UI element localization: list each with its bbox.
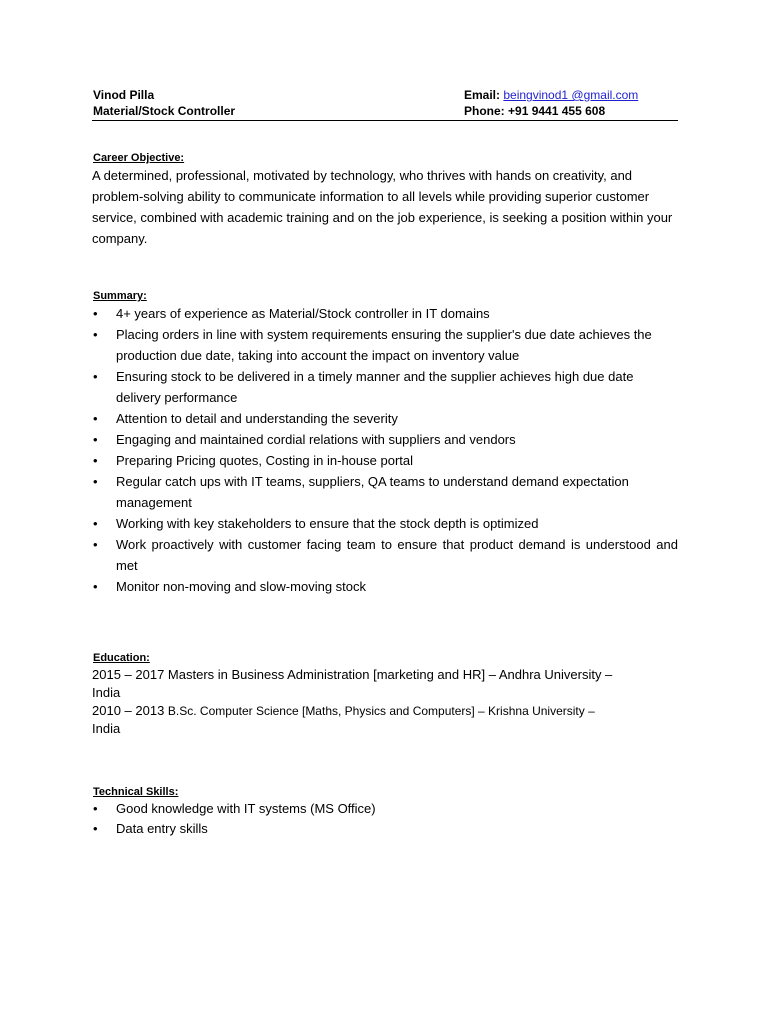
phone-label: Phone: (464, 104, 505, 118)
education-degree: Masters in Business Administration [marketing and HR] – Andhra University – (167, 667, 613, 682)
list-item (92, 799, 678, 819)
summary-item-text: 4+ years of experience as Material/Stock controller in IT domains (116, 306, 490, 321)
summary-item-text: Placing orders in line with system requirements ensuring the supplier's due date achieves the production due date, taking into account the impact on inventory value (116, 327, 652, 363)
phone-number: +91 9441 455 608 (508, 104, 606, 118)
header-left (93, 87, 235, 119)
resume-page (92, 0, 678, 1024)
resume-header (92, 87, 678, 121)
email-link[interactable]: beingvinod1 @gmail.com (503, 88, 639, 102)
list-item (92, 534, 678, 576)
bullet-icon: • (93, 369, 98, 384)
bullet-icon: • (93, 537, 98, 552)
summary-item-text: Monitor non-moving and slow-moving stock (116, 579, 366, 594)
bullet-icon: • (93, 327, 98, 342)
education-entry (92, 702, 678, 738)
education-degree: B.Sc. Computer Science [Maths, Physics and Computers] – Krishna University – (167, 704, 595, 718)
skill-item-text: Data entry skills (116, 821, 208, 836)
skill-item-text: Good knowledge with IT systems (MS Office) (116, 801, 376, 816)
summary-item-text: Working with key stakeholders to ensure that the stock depth is optimized (116, 516, 539, 531)
education-entry-line (92, 666, 678, 684)
list-item (92, 819, 678, 839)
summary-item-text: Regular catch ups with IT teams, suppliers, QA teams to understand demand expectation management (116, 474, 629, 510)
technical-skills-list (92, 799, 678, 839)
list-item (92, 324, 678, 366)
technical-skills-heading: Technical Skills: (93, 786, 179, 798)
header-right (464, 87, 638, 119)
education-entry (92, 666, 678, 702)
summary-item-text: Attention to detail and understanding the severity (116, 411, 398, 426)
education-location: India (92, 685, 121, 700)
bullet-icon: • (93, 474, 98, 489)
education-heading: Education: (93, 652, 150, 664)
summary-heading: Summary: (93, 290, 147, 302)
list-item (92, 303, 678, 324)
list-item (92, 513, 678, 534)
candidate-name: Vinod Pilla (93, 88, 155, 102)
list-item (92, 576, 678, 597)
education-years: 2015 – 2017 (92, 667, 165, 682)
bullet-icon: • (93, 306, 98, 321)
list-item (92, 471, 678, 513)
candidate-title: Material/Stock Controller (93, 104, 236, 118)
list-item (92, 408, 678, 429)
email-line (464, 87, 638, 103)
bullet-icon: • (93, 411, 98, 426)
list-item (92, 450, 678, 471)
education-location: India (92, 721, 121, 736)
bullet-icon: • (93, 453, 98, 468)
email-label: Email: (464, 88, 501, 102)
list-item (92, 429, 678, 450)
summary-item-text: Work proactively with customer facing team to ensure that product demand is understood and met (116, 537, 678, 573)
phone-line (464, 103, 638, 119)
summary-item-text: Engaging and maintained cordial relations with suppliers and vendors (116, 432, 516, 447)
bullet-icon: • (93, 801, 98, 816)
bullet-icon: • (93, 579, 98, 594)
bullet-icon: • (93, 821, 98, 836)
summary-list (92, 303, 678, 597)
bullet-icon: • (93, 432, 98, 447)
bullet-icon: • (93, 516, 98, 531)
summary-item-text: Ensuring stock to be delivered in a timely manner and the supplier achieves high due date delivery performance (116, 369, 634, 405)
education-entry-line (92, 702, 678, 720)
summary-item-text: Preparing Pricing quotes, Costing in in-house portal (116, 453, 414, 468)
career-objective-text: A determined, professional, motivated by technology, who thrives with hands on creativity, and problem-solving ability to communicate information to all levels while providing superior customer service, combined with academic training and on the job experience, is seeking a position within your company. (92, 168, 673, 246)
career-objective-heading: Career Objective: (93, 152, 185, 164)
education-years: 2010 – 2013 (92, 703, 165, 718)
list-item (92, 366, 678, 408)
